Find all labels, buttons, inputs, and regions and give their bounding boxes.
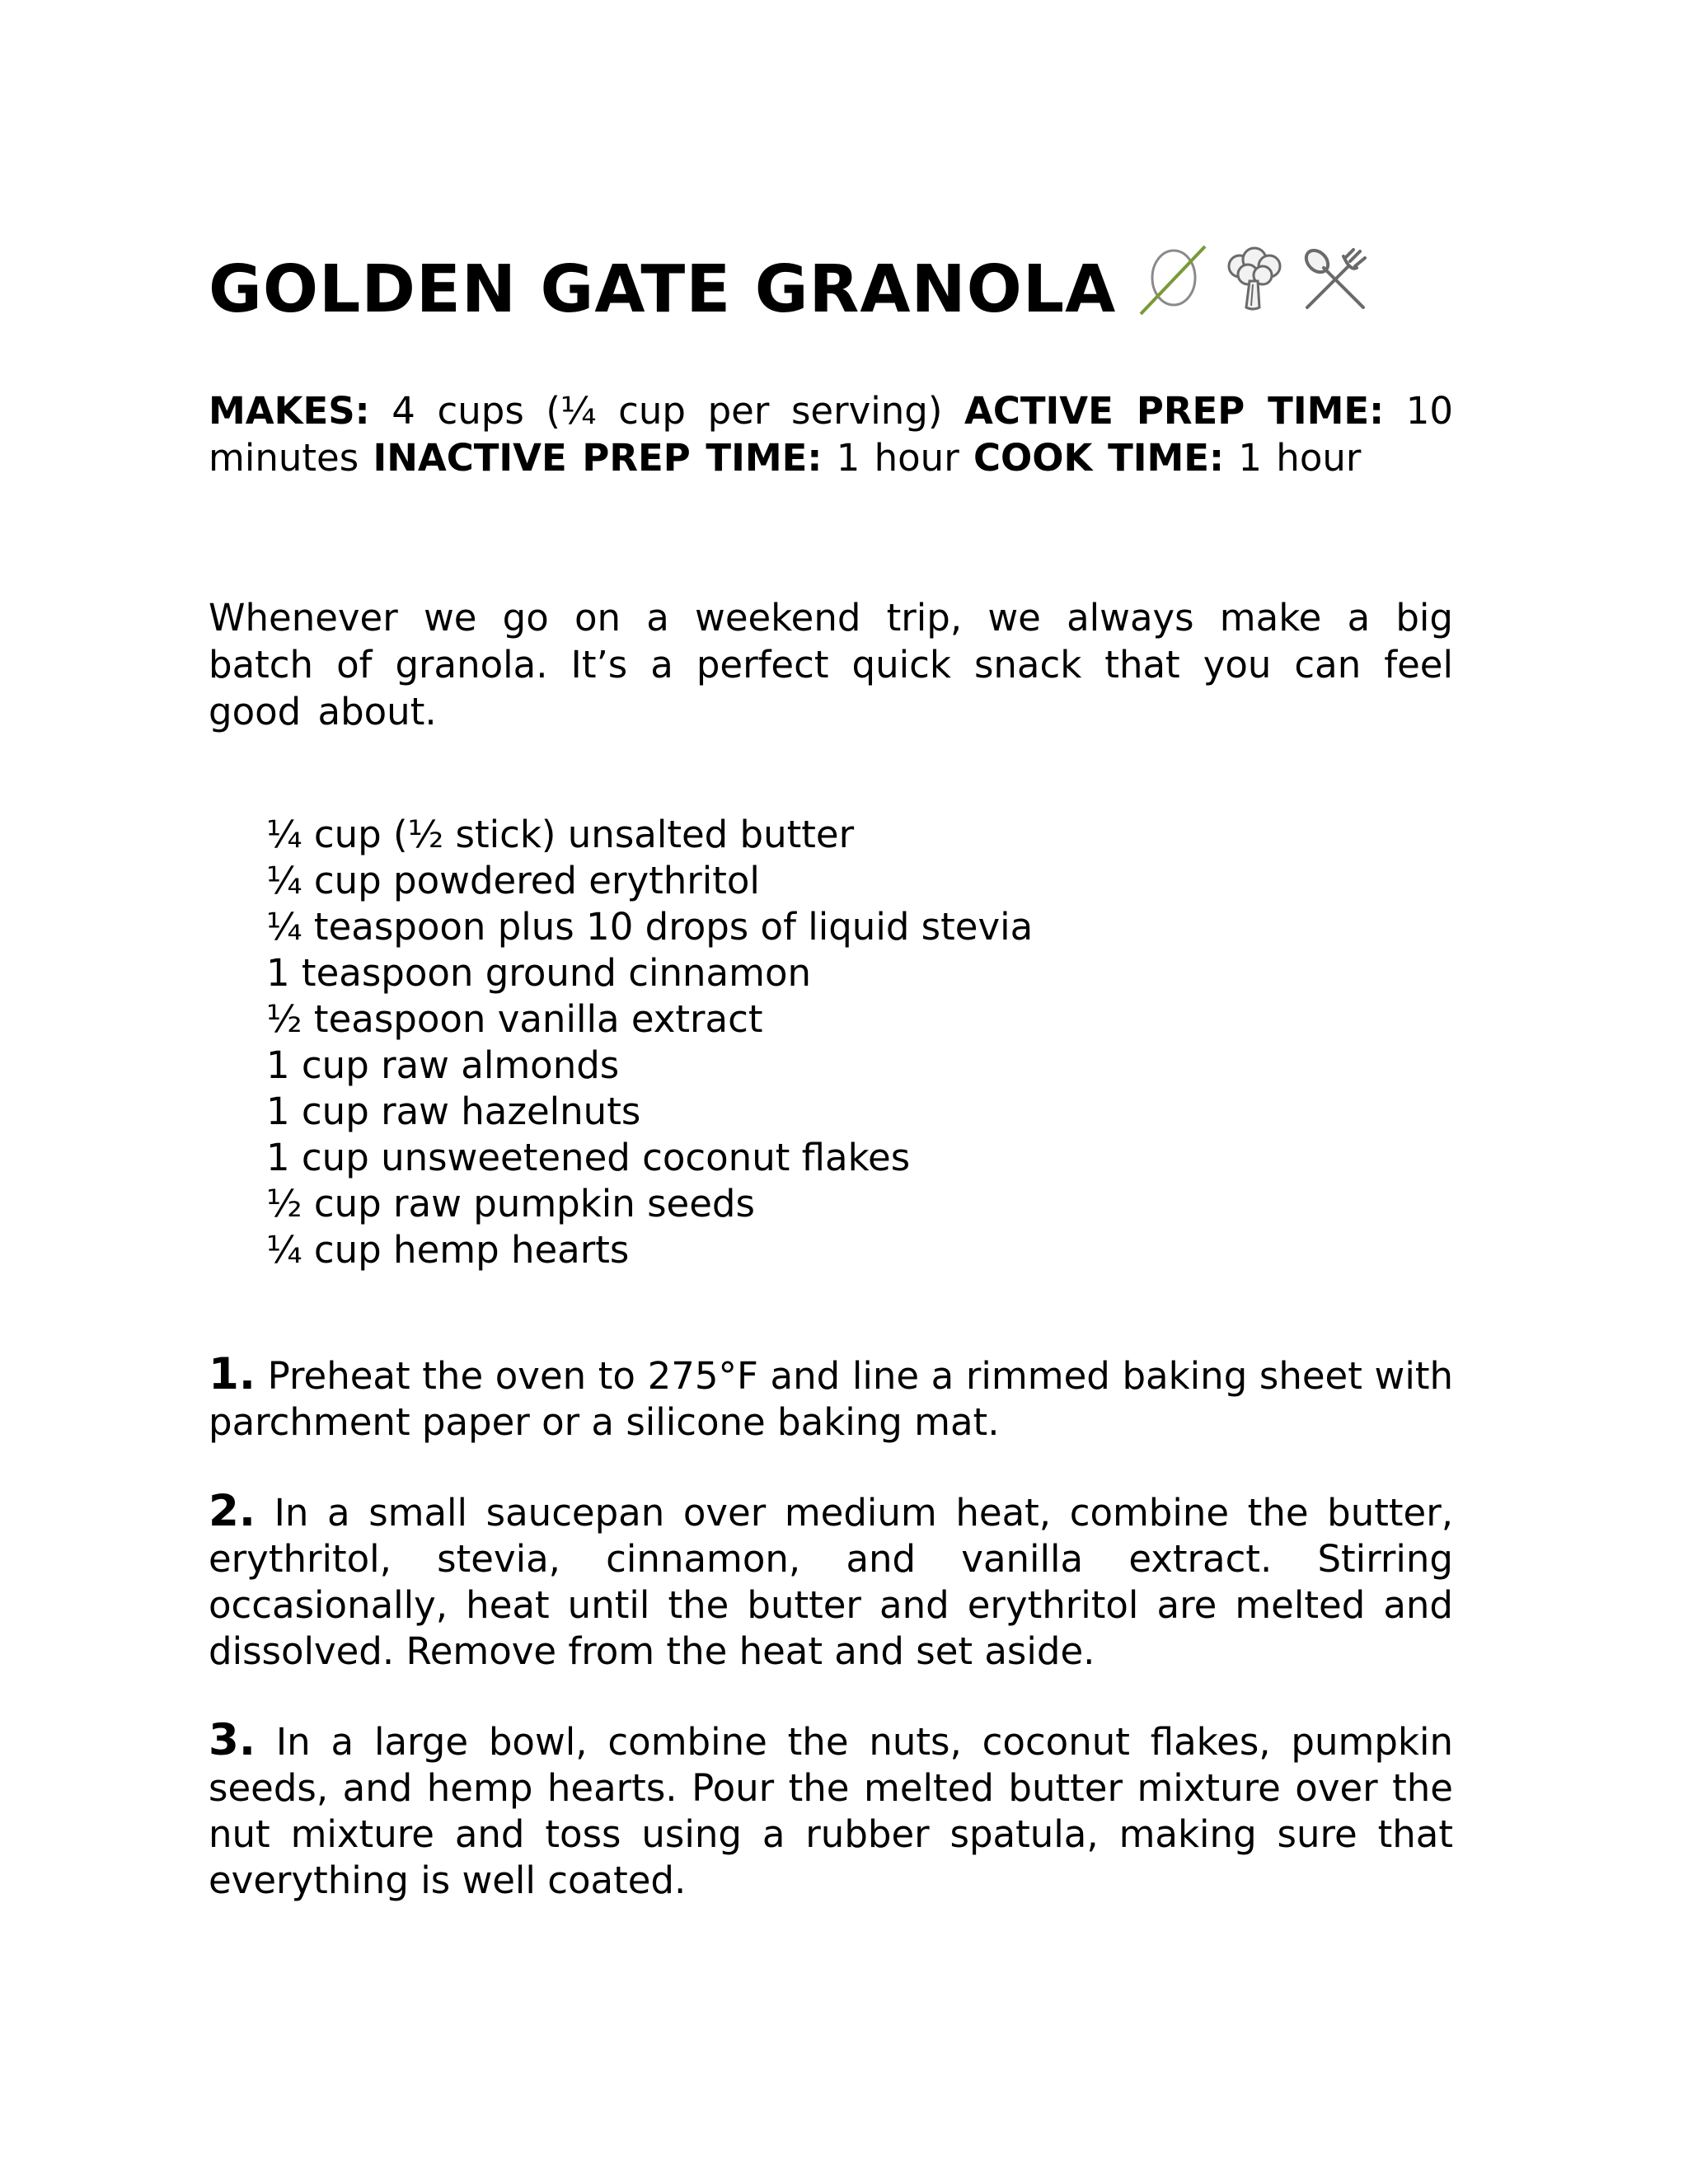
ingredient-item: ½ cup raw pumpkin seeds	[266, 1182, 755, 1226]
ingredient-item: ¼ cup powdered erythritol	[266, 859, 760, 902]
inactive-prep-value: 1 hour	[836, 436, 959, 480]
step-text: In a large bowl, combine the nuts, coconut flakes, pumpkin seeds, and hemp hearts. Pour the melted butter mixture over the nut mixture and toss using a rubber spatula, making sure that everything is well coated.	[209, 1720, 1453, 1902]
ingredient-item: ¼ cup (½ stick) unsalted butter	[266, 813, 855, 856]
recipe-title: GOLDEN GATE GRANOLA	[209, 251, 1117, 327]
step-text: Preheat the oven to 275°F and line a rimmed baking sheet with parchment paper or a silicone baking mat.	[209, 1354, 1453, 1444]
step-2	[209, 1488, 1453, 1675]
no-grain-icon	[1134, 241, 1210, 317]
active-prep-value: 10 minutes	[209, 389, 1454, 480]
cook-time-label: COOK TIME:	[973, 436, 1225, 480]
inactive-prep-label: INACTIVE PREP TIME:	[373, 436, 823, 480]
makes-label: MAKES:	[209, 389, 370, 433]
ingredient-item: 1 teaspoon ground cinnamon	[266, 951, 812, 995]
title-row	[209, 251, 1372, 327]
ingredient-item: ¼ cup hemp hearts	[266, 1228, 630, 1272]
broccoli-icon	[1220, 245, 1289, 314]
cook-time-value: 1 hour	[1238, 436, 1362, 480]
fork-spoon-icon	[1299, 243, 1372, 316]
ingredient-item: 1 cup raw hazelnuts	[266, 1090, 641, 1133]
recipe-meta	[209, 387, 1453, 481]
step-number: 1.	[209, 1349, 256, 1399]
step-text: In a small saucepan over medium heat, combine the butter, erythritol, stevia, cinnamon, and vanilla extract. Stirring occasionally, heat until the butter and erythritol are melted and dissolved. Remove from the heat and set aside.	[209, 1491, 1453, 1673]
ingredient-item: 1 cup unsweetened coconut flakes	[266, 1136, 911, 1179]
makes-value: 4 cups (¼ cup per serving)	[392, 389, 943, 433]
step-1	[209, 1349, 1453, 1446]
ingredient-list	[266, 812, 1033, 1273]
ingredient-item: 1 cup raw almonds	[266, 1043, 620, 1087]
step-number: 3.	[209, 1715, 256, 1765]
ingredient-item: ½ teaspoon vanilla extract	[266, 997, 763, 1041]
step-number: 2.	[209, 1486, 256, 1536]
step-3	[209, 1715, 1453, 1904]
ingredient-item: ¼ teaspoon plus 10 drops of liquid stevia	[266, 905, 1034, 949]
active-prep-label: ACTIVE PREP TIME:	[964, 389, 1385, 433]
diet-icons	[1134, 241, 1372, 317]
recipe-intro: Whenever we go on a weekend trip, we always make a big batch of granola. It’s a perfect quick snack that you can feel good about.	[209, 596, 1453, 733]
instruction-steps	[209, 1349, 1453, 1947]
